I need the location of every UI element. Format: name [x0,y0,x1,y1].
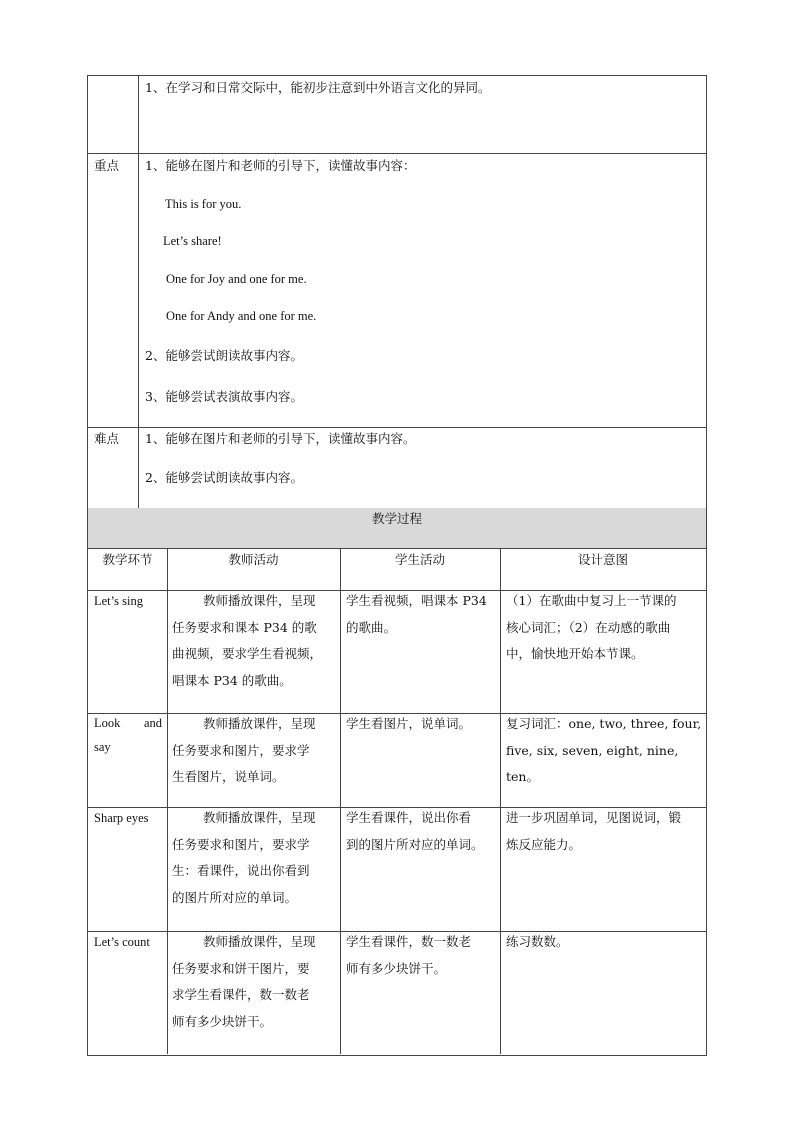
stage-name: Let’s sing [94,594,143,608]
row-divider [88,427,706,428]
text-line: 学生看课件，说出你看 [346,810,472,825]
stage-name: Sharp eyes [94,811,149,825]
column-header: 教师活动 [228,552,279,567]
text-line: five, six, seven, eight, nine, ten。 [506,742,679,784]
process-title: 教学过程 [371,511,422,526]
text-line: 中，愉快地开始本节课。 [506,646,644,661]
column-header: 教学环节 [102,552,153,567]
text-line: 任务要求和饼干图片，要 [172,960,310,976]
difficulty-item: 2、能够尝试朗读故事内容。 [145,470,303,485]
story-sentence: One for Andy and one for me. [166,309,317,323]
stage-name: Let’s count [94,935,150,949]
student-activity [346,929,500,982]
text-line: 复习词汇：one, two, three, four, [506,716,702,731]
difficulty-item: 1、能够在图片和老师的引导下，读懂故事内容。 [145,431,416,446]
design-purpose [506,929,704,956]
key-points-intro: 1、能够在图片和老师的引导下，读懂故事内容： [145,158,416,173]
text-line: （1）在歌曲中复习上一节课的 [506,593,677,608]
design-purpose [506,711,704,791]
text-line: 炼反应能力。 [506,836,582,852]
story-sentence: One for Joy and one for me. [166,272,307,286]
design-purpose [506,805,704,858]
text-line: 的歌曲。 [346,619,397,635]
text-line: 师有多少块饼干。 [346,960,447,976]
stage-name: Look and say [94,716,162,754]
row-divider [88,153,706,154]
process-table [87,508,707,1056]
text-line: 师有多少块饼干。 [172,1013,273,1029]
teacher-activity [172,929,340,1035]
text-line: 任务要求和图片，要求学 [172,742,310,758]
text-line: 学生看课件，数一数老 [346,934,472,949]
text-line: 生看图片，说单词。 [172,769,285,784]
column-header: 设计意图 [577,552,628,567]
column-header: 学生活动 [394,552,445,567]
column-divider [167,548,168,1054]
column-divider [500,548,501,1054]
design-purpose [506,588,704,668]
text-line: 唱课本 P34 的歌曲。 [172,672,292,688]
text-line: 的图片所对应的单词。 [172,889,298,905]
text-line: 学生看视频，唱课本 P34 [346,593,487,608]
difficulties-label: 难点 [94,431,120,446]
text-line: 任务要求和图片，要求学 [172,836,310,852]
text-line: 教师播放课件，呈现 [203,593,316,608]
row-divider [88,548,706,549]
text-line: 教师播放课件，呈现 [203,716,316,731]
text-line: 学生看图片，说单词。 [346,716,472,731]
text-line: 教师播放课件，呈现 [203,934,316,949]
teacher-activity [172,805,340,911]
text-line: 教师播放课件，呈现 [203,810,316,825]
teacher-activity [172,711,340,791]
text-line: 曲视频，要求学生看视频， [172,646,323,661]
text-line: 任务要求和课本 P34 的歌 [172,619,317,635]
teacher-activity [172,588,340,694]
key-point-item: 2、能够尝试朗读故事内容。 [145,348,303,363]
objectives-table [87,75,707,509]
key-point-item: 3、能够尝试表演故事内容。 [145,389,303,404]
story-sentence: Let’s share! [163,234,222,248]
student-activity [346,711,500,738]
story-sentence: This is for you. [165,197,242,211]
text-line: 求学生看课件，数一数老 [172,987,310,1002]
text-line: 进一步巩固单词，见图说词，锻 [506,810,682,825]
text-line: 核心词汇；（2）在动感的歌曲 [506,619,671,635]
text-line: 生：看课件，说出你看到 [172,863,310,878]
objective-item: 1、在学习和日常交际中，能初步注意到中外语言文化的异同。 [145,80,491,95]
student-activity [346,805,500,858]
student-activity [346,588,500,641]
text-line: 到的图片所对应的单词。 [346,836,484,852]
text-line: 练习数数。 [506,934,569,949]
objectives-column-divider [138,76,139,508]
column-divider [340,548,341,1054]
key-points-label: 重点 [94,158,120,173]
